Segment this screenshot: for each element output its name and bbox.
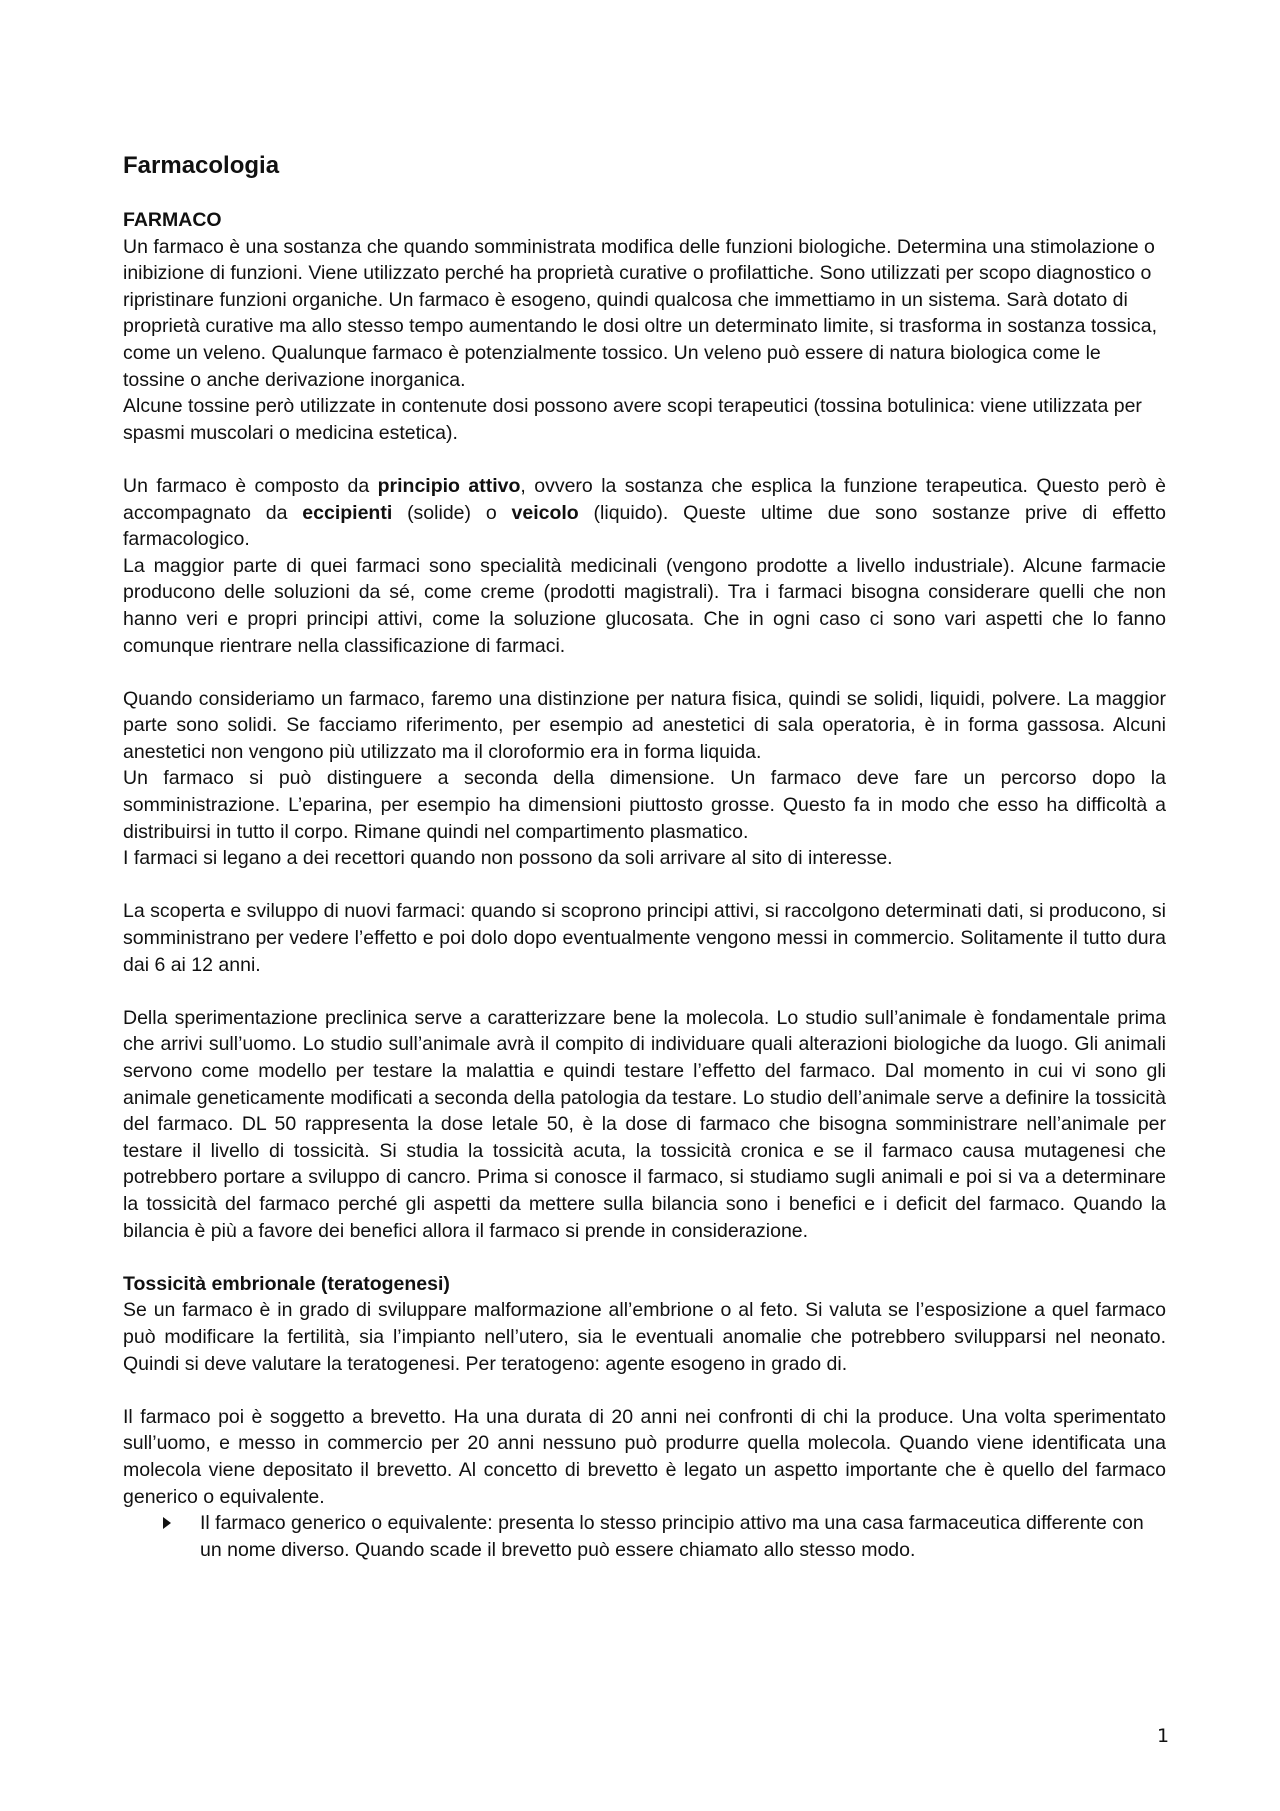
text-run: , ovvero la sostanza che esplica la funzione terapeutica. Questo però è accompagnato da — [123, 474, 1166, 524]
page-content — [123, 151, 1166, 1563]
paragraph: Il farmaco poi è soggetto a brevetto. Ha una durata di 20 anni nei confronti di chi la produce. Una volta sperimentato sull’uomo, e messo in commercio per 20 anni nessuno può produrre quella molecola. Quando viene identificata una molecola viene depositato il brevetto. Al concetto di brevetto è legato un aspetto importante che è quello del farmaco generico o equivalente. — [123, 1405, 1166, 1508]
list-item-text: Il farmaco generico o equivalente: presenta lo stesso principio attivo ma una casa farmaceutica differente con un nome diverso. Quando scade il brevetto può essere chiamato allo stesso modo. — [200, 1512, 1144, 1561]
text-run: Un farmaco è composto da — [123, 474, 378, 497]
bold-term: principio attivo — [377, 474, 521, 497]
paragraph-gap — [123, 1244, 1166, 1271]
paragraph-gap — [123, 659, 1166, 686]
paragraph: Se un farmaco è in grado di sviluppare malformazione all’embrione o al feto. Si valuta se l’esposizione a quel farmaco può modificare la fertilità, sia l’impianto nell’utero, sia le eventuali anomalie che potrebbero svilupparsi nel neonato. Quindi si deve valutare la teratogenesi. Per teratogeno: agente esogeno in grado di. — [123, 1299, 1166, 1375]
text-run: (liquido). Queste ultime due sono sostanze prive di effetto farmacologico. — [123, 501, 1167, 551]
paragraph: Un farmaco è una sostanza che quando somministrata modifica delle funzioni biologiche. Determina una stimolazione o inibizione di funzioni. Viene utilizzato perché ha proprietà curative o profilattiche. Sono utilizzati per scopo diagnostico o ripristinare funzioni organiche. Un farmaco è esogeno, quindi qualcosa che immettiamo in un sistema. Sarà dotato di proprietà curative ma allo stesso tempo aumentando le dosi oltre un determinato limite, si trasforma in sostanza tossica, come un veleno. Qualunque farmaco è potenzialmente tossico. Un veleno può essere di natura biologica come le tossine o anche derivazione inorganica. — [123, 235, 1157, 391]
page-title: Farmacologia — [123, 152, 280, 179]
list-item — [200, 1510, 1166, 1563]
bold-term: eccipienti — [302, 501, 393, 524]
bold-term: veicolo — [511, 501, 579, 524]
paragraph: Un farmaco si può distinguere a seconda della dimensione. Un farmaco deve fare un percorso dopo la somministrazione. L’eparina, per esempio ha dimensioni piuttosto grosse. Questo fa in modo che esso ha difficoltà a distribuirsi in tutto il corpo. Rimane quindi nel compartimento plasmatico. — [123, 767, 1166, 843]
paragraph-gap — [123, 872, 1166, 899]
paragraph: Alcune tossine però utilizzate in contenute dosi possono avere scopi terapeutici (tossina botulinica: viene utilizzata per spasmi muscolari o medicina estetica). — [123, 395, 1142, 444]
paragraph: La scoperta e sviluppo di nuovi farmaci: quando si scoprono principi attivi, si raccolgono determinati dati, si producono, si somministrano per vedere l’effetto e poi dolo dopo eventualmente vengono messi in commercio. Solitamente il tutto dura dai 6 ai 12 anni. — [123, 900, 1166, 976]
paragraph: Quando consideriamo un farmaco, faremo una distinzione per natura fisica, quindi se solidi, liquidi, polvere. La maggior parte sono solidi. Se facciamo riferimento, per esempio ad anestetici di sala operatoria, è in forma gassosa. Alcuni anestetici non vengono più utilizzato ma il cloroformio era in forma liquida. — [123, 687, 1166, 763]
section-heading-tossicita: Tossicità embrionale (teratogenesi) — [123, 1272, 450, 1295]
bullet-list — [123, 1510, 1166, 1563]
paragraph: La maggior parte di quei farmaci sono specialità medicinali (vengono prodotte a livello industriale). Alcune farmacie producono delle soluzioni da sé, come creme (prodotti magistrali). Tra i farmaci bisogna considerare quelli che non hanno veri e propri principi attivi, come la soluzione glucosata. Che in ogni caso ci sono vari aspetti che lo fanno comunque rientrare nella classificazione di farmaci. — [123, 554, 1166, 657]
page-number: 1 — [1156, 1725, 1170, 1747]
paragraph-gap — [123, 978, 1166, 1005]
paragraph: I farmaci si legano a dei recettori quando non possono da soli arrivare al sito di interesse. — [123, 847, 893, 870]
right-triangle-icon — [163, 1517, 171, 1529]
text-run: (solide) o — [392, 501, 512, 524]
paragraph-gap — [123, 446, 1166, 473]
paragraph: Della sperimentazione preclinica serve a caratterizzare bene la molecola. Lo studio sull’animale è fondamentale prima che arrivi sull’uomo. Lo studio sull’animale avrà il compito di individuare quali alterazioni biologiche da luogo. Gli animali servono come modello per testare la malattia e quindi testare l’effetto del farmaco. Dal momento in cui vi sono gli animale geneticamente modificati a seconda della patologia da testare. Lo studio dell’animale serve a definire la tossicità del farmaco. DL 50 rappresenta la dose letale 50, è la dose di farmaco che bisogna somministrare nell’animale per testare il livello di tossicità. Si studia la tossicità acuta, la tossicità cronica e se il farmaco causa mutagenesi che potrebbero portare a sviluppo di cancro. Prima si conosce il farmaco, si studiamo sugli animali e poi si va a determinare la tossicità del farmaco perché gli aspetti da mettere sulla bilancia sono i benefici e i deficit del farmaco. Quando la bilancia è più a favore dei benefici allora il farmaco si prende in considerazione. — [123, 1006, 1166, 1242]
section-heading-farmaco: FARMACO — [123, 209, 222, 231]
paragraph — [123, 473, 1166, 553]
paragraph-gap — [123, 1377, 1166, 1404]
